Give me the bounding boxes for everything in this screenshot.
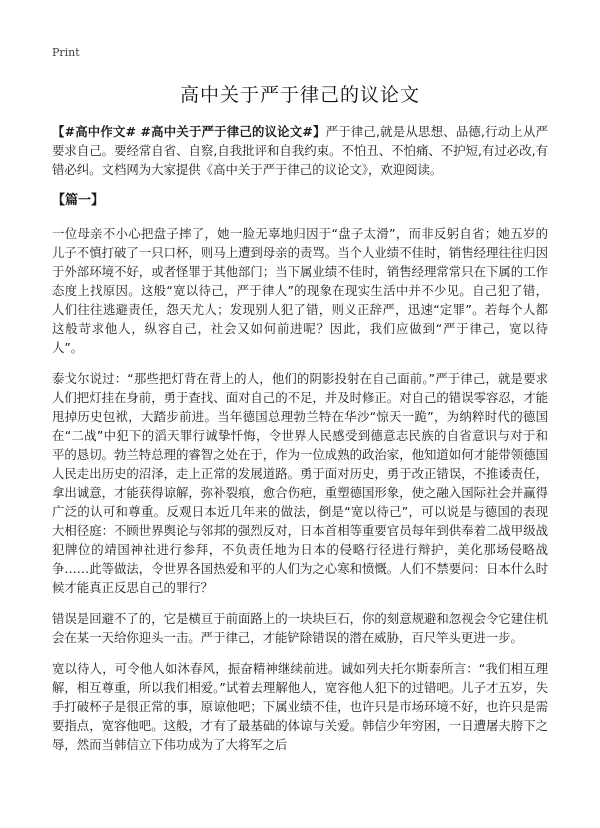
body-paragraph: 错误是回避不了的，它是横亘于前面路上的一块块巨石，你的刻意规避和忽视会令它建住机会在某一天给你迎头一击。严于律己，才能铲除错误的潜在威胁，百尺竿头更进一步。 <box>52 611 548 645</box>
intro-tag: 【#高中作文# #高中关于严于律己的议论文#】 <box>52 124 326 139</box>
body-paragraph: 一位母亲不小心把盘子摔了，她一脸无辜地归因于“盘子太滑”，而非反躬自省；她五岁的儿子不慎打破了一只口杯，则马上遭到母亲的责骂。当个人业绩不佳时，销售经理往往归因于外部环境不好，或者怪罪于其他部门；当下属业绩不佳时，销售经理常常只在下属的工作态度上找原因。这般“宽以待己，严于律人”的现象在现实生活中并不少见。自己犯了错，人们往往逃避责任，怨天尤人；发现别人犯了错，则义正辞严，迅速“定罪”。若每个人都这般苛求他人，纵容自己，社会又如何前进呢？因此，我们应做到“严于律己，宽以待人”。 <box>52 226 548 355</box>
intro-text: 严于律己,就是从思想、品德,行动上从严要求自己。要经常自省、自察,自我批评和自我约束。不怕丑、不怕痛、不护短,有过必改,有错必纠。文档网为大家提供《高中关于严于律己的议论文》，欢迎阅读。 <box>52 124 548 177</box>
print-label[interactable]: Print <box>52 46 80 59</box>
section-heading: 【篇一】 <box>52 193 105 208</box>
body-paragraph: 宽以待人，可令他人如沐春风，振奋精神继续前进。诚如列夫托尔斯泰所言：“我们相互理解，相互尊重，所以我们相爱。”试着去理解他人，宽容他人犯下的过错吧。儿子才五岁，失手打破杯子是很正常的事，原谅他吧；下属业绩不佳，也许只是市场环境不好，也许只是需要指点，宽容他吧。这般，才有了最基础的体谅与关爱。韩信少年穷困，一日遭屠夫胯下之辱，然而当韩信立下伟功成为了大将军之后 <box>52 661 548 752</box>
body-paragraph: 泰戈尔说过：“那些把灯背在背上的人，他们的阴影投射在自己面前。”严于律己，就是要求人们把灯挂在身前，勇于查找、面对自己的不足，并及时修正。对自己的错误零容忍，才能甩掉历史包袱，大踏步前进。当年德国总理勃兰特在华沙“惊天一跪”，为纳粹时代的德国在“二战”中犯下的滔天罪行诚挚忏悔，令世界人民感受到德意志民族的自省意识与对于和平的恳切。勃兰特总理的睿智之处在于，作为一位成熟的政治家，他知道如何才能带领德国人民走出历史的沼泽，走上正常的发展道路。勇于面对历史，勇于改正错误，不推诿责任，拿出诚意，才能获得谅解，弥补裂痕，愈合伤疤，重塑德国形象，使之融入国际社会并赢得广泛的认可和尊重。反观日本近几年来的做法，倒是“宽以待己”，可以说是与德国的表现大相径庭：不顾世界舆论与邻邦的强烈反对，日本首相等重要官员每年到供奉着二战甲级战犯牌位的靖国神社进行参拜，不负责任地为日本的侵略行径进行辩护，美化那场侵略战争……此等做法，令世界各国热爱和平的人们为之心寒和愤慨。人们不禁要问：日本什么时候才能真正反思自己的罪行？ <box>52 371 548 595</box>
intro-paragraph <box>52 122 548 179</box>
document-body <box>52 122 548 766</box>
document-title: 高中关于严于律己的议论文 <box>179 84 420 106</box>
